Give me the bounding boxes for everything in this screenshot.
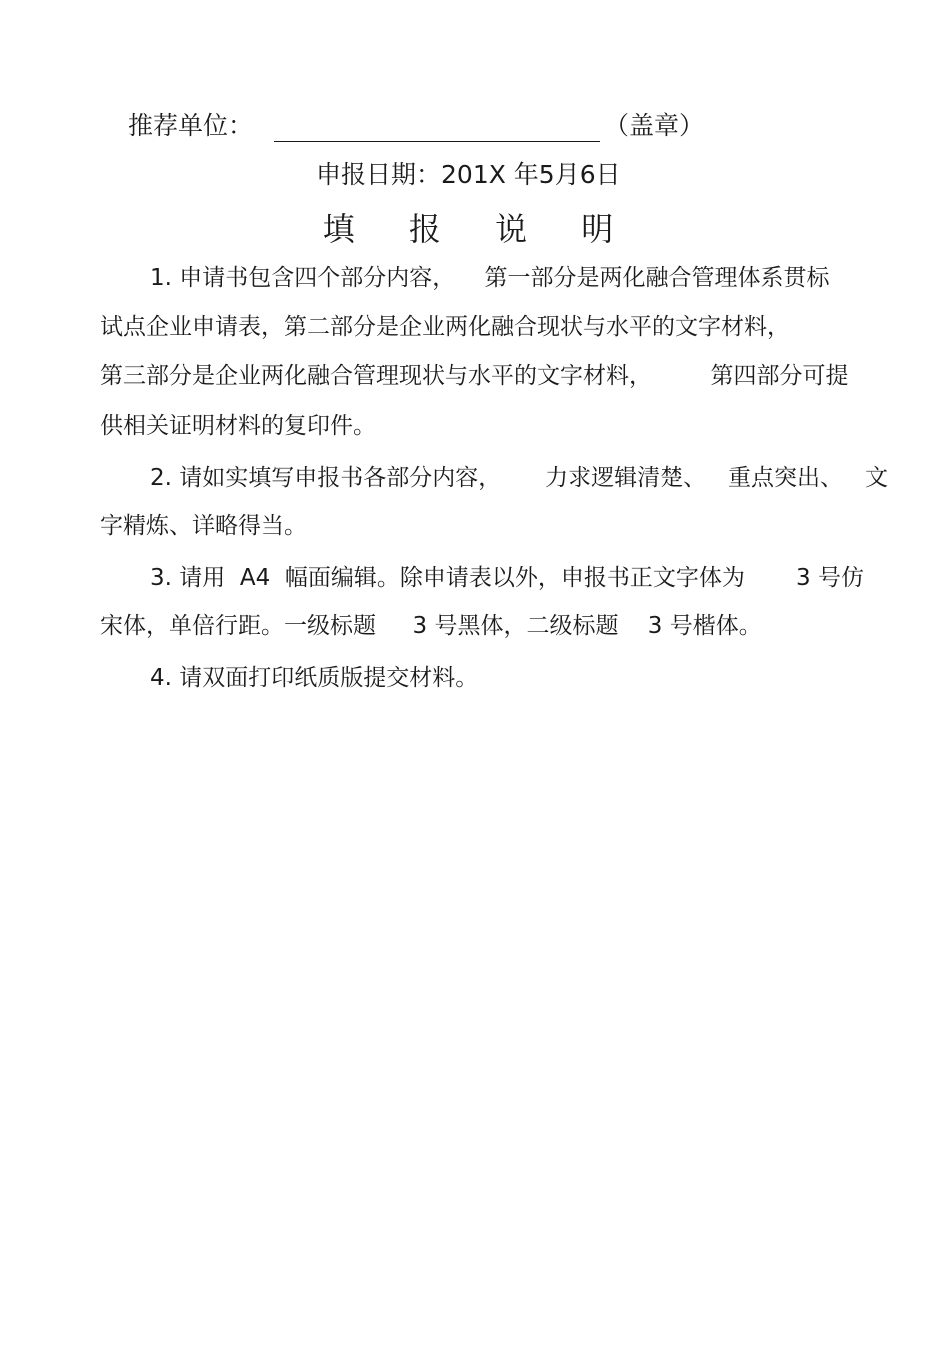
report-date [316, 160, 621, 190]
instruction-3-line-2: 宋体，单倍行距。一级标题 3 号黑体，二级标题 3 号楷体。 [100, 613, 762, 639]
instruction-1-line-4: 供相关证明材料的复印件。 [100, 413, 376, 439]
instruction-1-line-1: 1. 申请书包含四个部分内容， 第一部分是两化融合管理体系贯标 [150, 265, 830, 291]
instruction-2-line-1: 2. 请如实填写申报书各部分内容， 力求逻辑清楚、 重点突出、 文 [150, 465, 888, 491]
instruction-4-line-1: 4. 请双面打印纸质版提交材料。 [150, 665, 479, 691]
seal-label: （盖章） [604, 111, 705, 140]
recommend-unit-label: 推荐单位： [128, 111, 254, 140]
instruction-1-line-2: 试点企业申请表，第二部分是企业两化融合现状与水平的文字材料， [100, 314, 790, 340]
instruction-2-line-2: 字精炼、详略得当。 [100, 513, 307, 539]
instruction-1-line-3: 第三部分是企业两化融合管理现状与水平的文字材料， 第四部分可提 [100, 363, 849, 389]
page-title: 填 报 说 明 [322, 210, 636, 248]
report-date-label: 申报日期： [316, 160, 442, 189]
recommend-unit-blank-line [274, 141, 600, 142]
report-date-value: 201X 年5月6日 [441, 160, 621, 189]
instruction-3-line-1: 3. 请用 A4 幅面编辑。除申请表以外，申报书正文字体为 3 号仿 [150, 565, 864, 591]
